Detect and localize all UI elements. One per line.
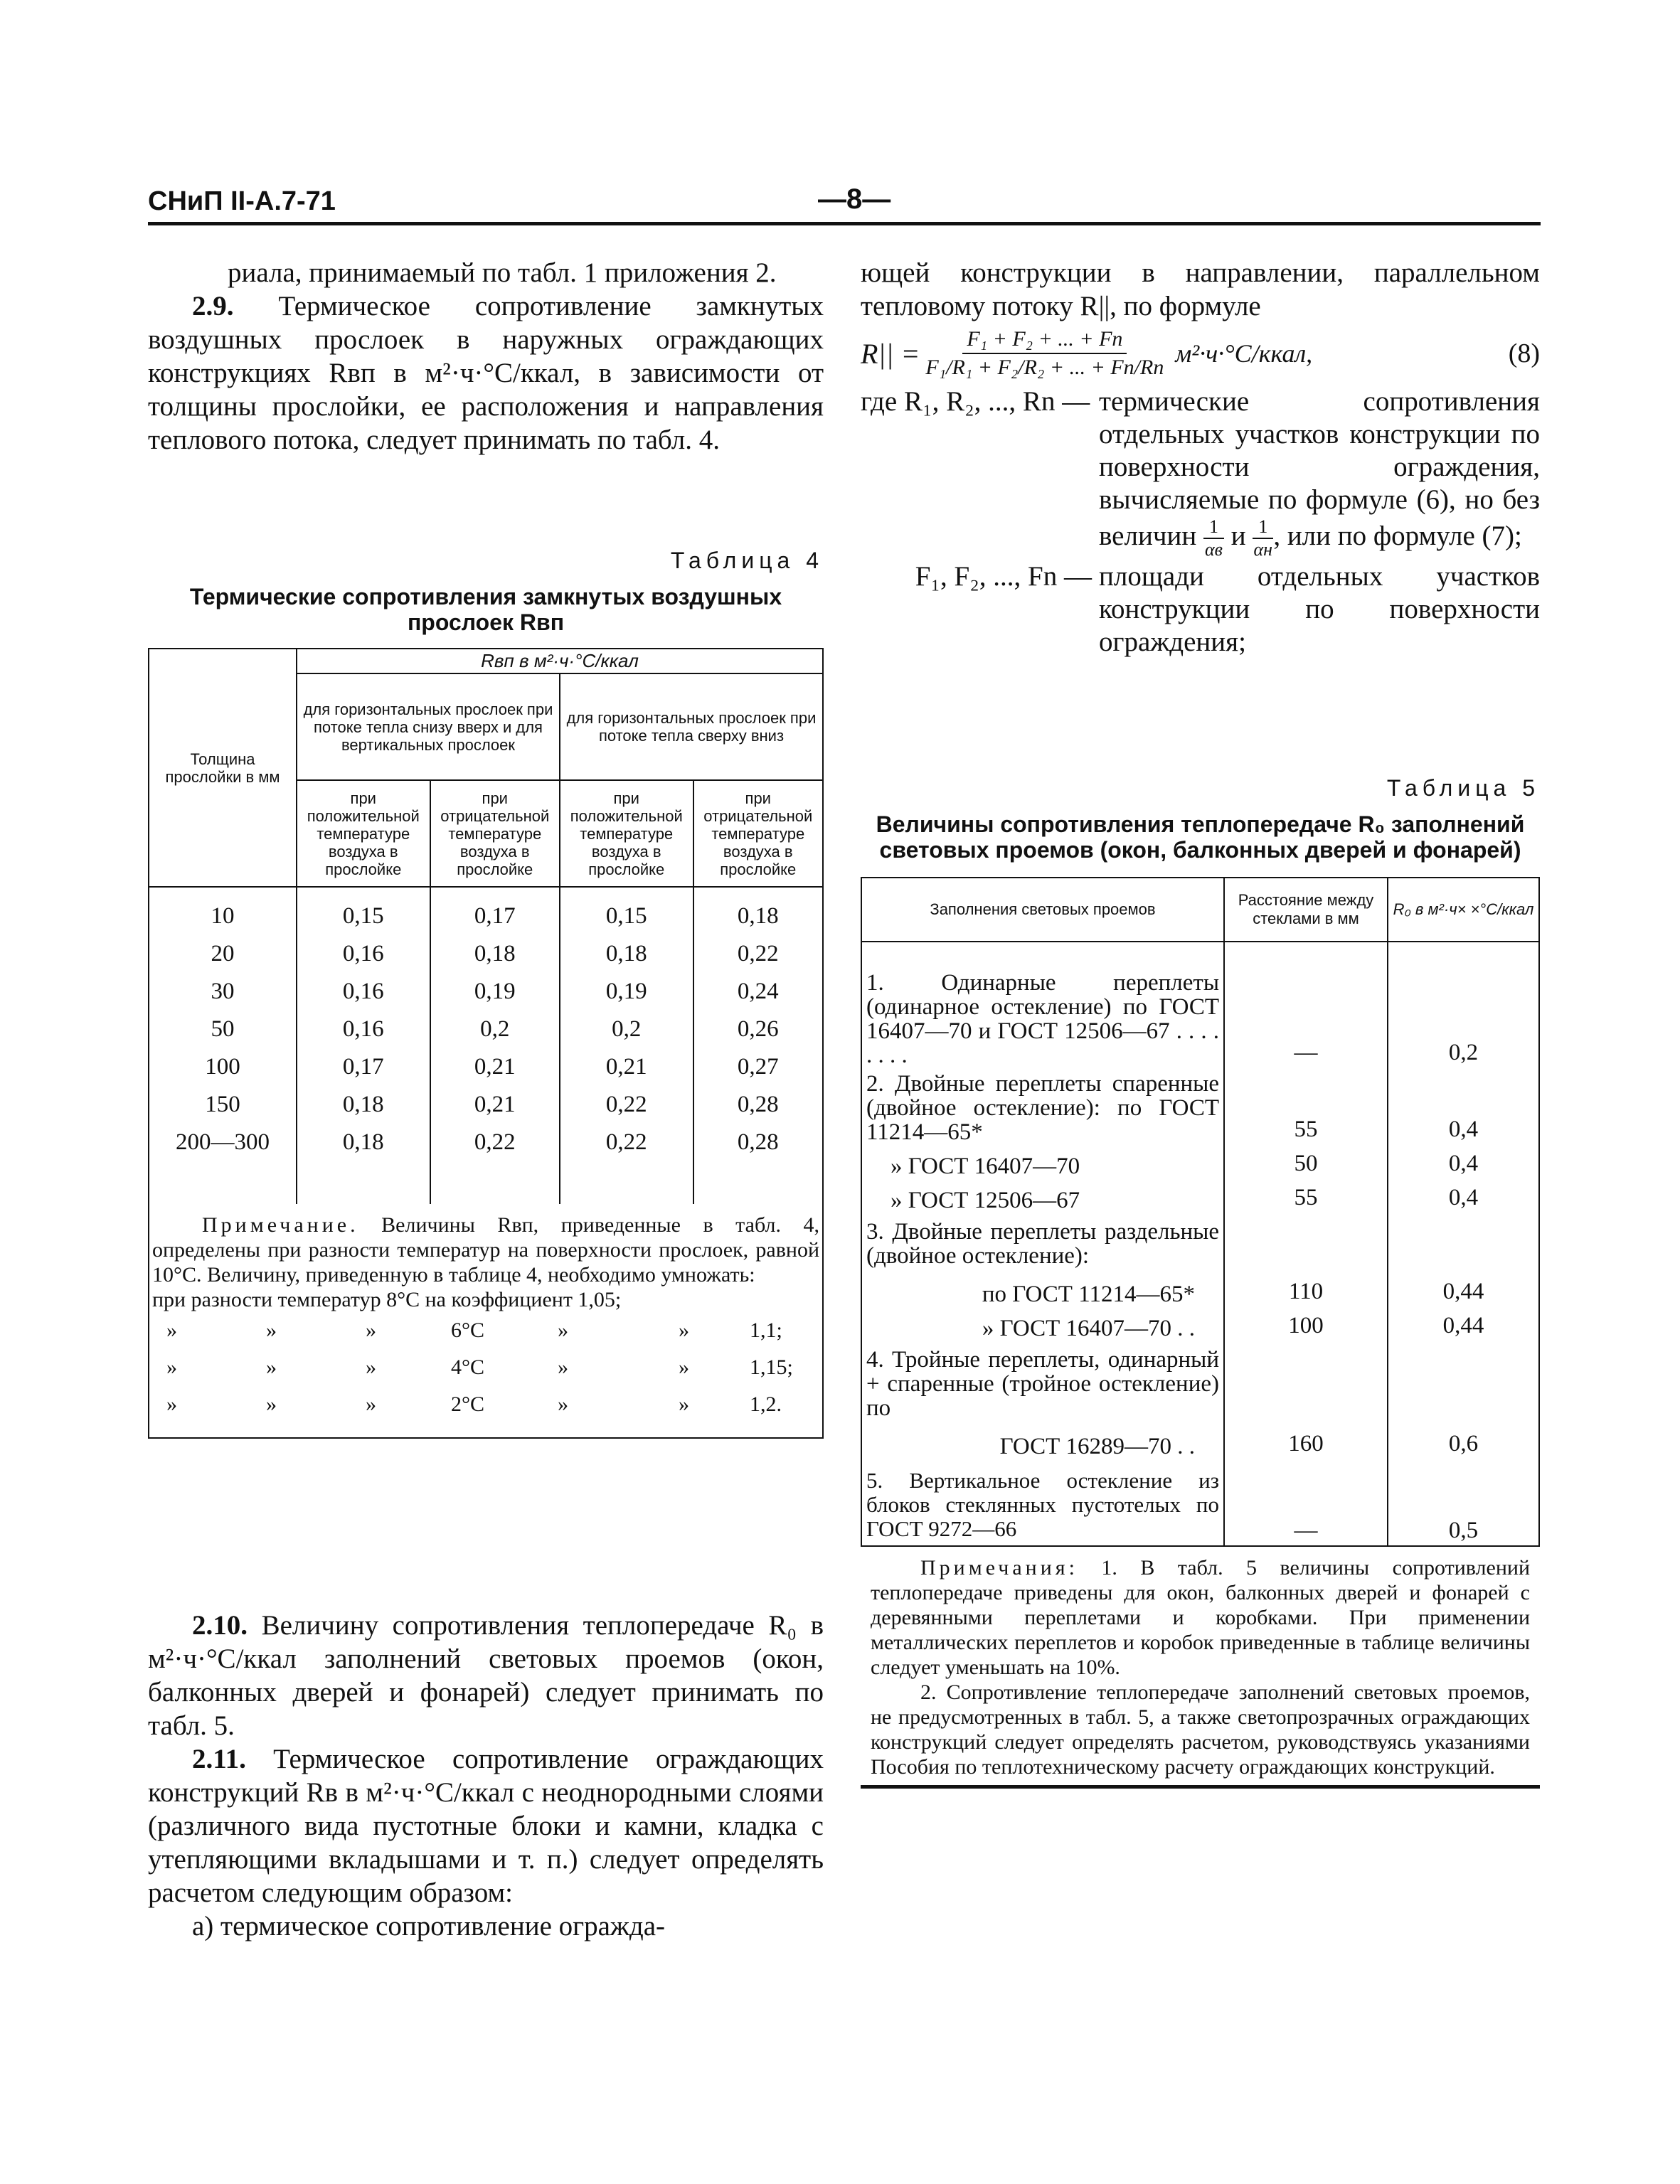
table-cell: 0,28 [693,1124,824,1204]
table-4-title: Термические сопротивления замкнутых воздушных прослоек Rвп [189,584,782,635]
header-rule [148,222,1541,225]
left-column [148,256,824,457]
table-row [149,887,823,935]
table-5-title: Величины сопротивления теплопередаче R₀ заполнений световых проемов (окон, балконных дверей и фонарей) [876,811,1525,863]
table-row [149,973,823,1011]
table-5 [861,877,1540,1545]
table-5-header-distance: Расстояние между стеклами в мм [1224,878,1388,942]
table-5-caption: Таблица 5 [1386,775,1540,801]
table-row [149,935,823,973]
table-row [861,1306,1539,1341]
multiplier-row [152,1386,819,1423]
table-cell: 0,2 [430,1011,560,1048]
table-cell: 0,18 [297,1086,430,1124]
table-row [861,1178,1539,1213]
paragraph-a: а) термическое сопротивление огражда- [192,1911,666,1941]
table-cell: 0,18 [430,935,560,973]
table-cell: 55 [1224,1067,1388,1144]
table-5-block [861,775,1540,1789]
table-cell: 0,4 [1388,1067,1539,1144]
table-cell: 160 [1224,1420,1388,1459]
paragraph-2-11 [148,1742,824,1909]
clause-number: 2.11. [192,1744,246,1774]
ditto-mark: » [558,1319,568,1342]
table-cell: 0,6 [1388,1420,1539,1459]
table-cell: 0,19 [560,973,693,1011]
table-cell: 0,19 [430,973,560,1011]
table-cell: 0,15 [297,887,430,935]
table-4-header-group-1: для горизонтальных прослоек при потоке тепла снизу вверх и для вертикальных прослоек [297,673,560,780]
ditto-mark: » [266,1392,277,1416]
table-cell: » ГОСТ 12506—67 [861,1178,1224,1213]
table-cell: » ГОСТ 16407—70 . . [861,1306,1224,1341]
table-row [861,1144,1539,1178]
table-cell: 0,26 [693,1011,824,1048]
definitions [861,385,1540,659]
table-cell: 0,24 [693,973,824,1011]
table-cell: 5. Вертикальное остекление из блоков стеклянных пустотелых по ГОСТ 9272—66 [861,1459,1224,1545]
ditto-mark: » [558,1355,568,1379]
clause-text: Термическое сопротивление ограждающих конструкций Rв в м²·ч·°С/ккал с неоднородными слоями (различного вида пустотные блоки и камни, кладка с утепляющими вкладышами и т. п.) следует определять расчетом следующим образом: [148,1744,824,1908]
ditto-mark: » [266,1355,277,1379]
ditto-mark: » [366,1319,376,1342]
clause-text: Величину сопротивления теплопередаче R₀ в м²·ч·°С/ккал заполнений световых проемов (окон, балконных дверей и фонарей) следует принимать по табл. 5. [148,1610,824,1741]
table-cell: 0,44 [1388,1268,1539,1306]
temperature: 4°С [451,1355,485,1379]
table-cell: 2. Двойные переплеты спаренные (двойное остекление): по ГОСТ 11214—65* [861,1067,1224,1144]
table-cell: 0,44 [1388,1306,1539,1341]
table-5-header-r0: R₀ в м²·ч× ×°С/ккал [1388,878,1539,942]
definition-tail: , или по формуле (7); [1273,520,1522,551]
formula-denominator: F₁/R₁ + F₂/R₂ + ... + Fn/Rn [925,356,1164,379]
table-cell: 0,27 [693,1048,824,1086]
conjunction: и [1230,520,1246,551]
definition-symbols: где R₁, R₂, ..., Rn — [861,386,1090,417]
table-5-note-1 [871,1555,1530,1680]
paragraph-continued: риала, принимаемый по табл. 1 приложения 2. [228,257,777,288]
formula-number: (8) [1508,339,1540,368]
table-cell [1224,1213,1388,1268]
table-cell: 0,18 [693,887,824,935]
table-4-header-positive: при положительной температуре воздуха в прослойке [560,780,693,887]
table-4-header-negative: при отрицательной температуре воздуха в прослойке [693,780,824,887]
table-cell: 0,16 [297,1011,430,1048]
ditto-mark: » [166,1319,177,1342]
definition-symbols: F₁, F₂, ..., Fn — [915,561,1092,592]
table-4-header-negative: при отрицательной температуре воздуха в прослойке [430,780,560,887]
fraction-numerator: 1 [1203,516,1224,539]
table-row [861,1067,1539,1144]
table-cell: — [1224,942,1388,1067]
clause-number: 2.10. [192,1610,248,1641]
table-row [861,1341,1539,1420]
table-cell: 0,2 [1388,942,1539,1067]
table-cell [1224,1341,1388,1420]
clause-number: 2.9. [192,291,234,321]
table-row [861,942,1539,1067]
table-cell: 0,5 [1388,1459,1539,1545]
paragraph-2-10 [148,1609,824,1742]
ditto-mark: » [366,1355,376,1379]
table-cell: 0,4 [1388,1178,1539,1213]
table-5-note-2: 2. Сопротивление теплопередаче заполнений световых проемов, не предусмотренных в табл. 5, а также светопрозрачных ограждающих конструкций следует определять расчетом, руководствуясь указаниями Пособия по теплотехническому расчету ограждающих конструкций. [871,1680,1530,1779]
table-row [149,1124,823,1204]
ditto-mark: » [366,1392,376,1416]
coefficient: 1,2. [750,1392,782,1416]
table-4-header-thickness: Толщина прослойки в мм [149,649,297,887]
ditto-mark: » [558,1392,568,1416]
table-5-header-fill: Заполнения световых проемов [861,878,1224,942]
table-row [861,1420,1539,1459]
multiplier-row [152,1312,819,1349]
table-4-note [152,1213,819,1287]
table-cell: 100 [149,1048,297,1086]
ditto-mark: » [166,1392,177,1416]
fraction-alpha-n [1253,516,1273,560]
fraction-alpha-v [1203,516,1224,560]
note-text: 1. В табл. 5 величины сопротивлений теплопередаче приведены для окон, балконных дверей и фонарей с деревянными переплетами и коробками. При применении металлических переплетов и коробок приведенные в таблице величины следует уменьшать на 10%. [871,1556,1531,1679]
table-cell [1388,1213,1539,1268]
formula-units: м²·ч·°С/ккал, [1175,339,1313,368]
formula-numerator: F₁ + F₂ + ... + Fn [962,326,1127,354]
note-label: Примечание. [202,1213,359,1237]
clause-text: Термическое сопротивление замкнутых воздушных прослоек в наружных ограждающих конструкциях Rвп в м²·ч·°С/ккал, в зависимости от толщины прослойки, ее расположения и направления теплового потока, следует принимать по табл. 4. [148,291,824,455]
table-4 [148,648,824,1204]
table-5-notes [861,1545,1540,1789]
table-cell: 200—300 [149,1124,297,1204]
ditto-mark: » [679,1392,689,1416]
fraction-denominator: αв [1204,539,1223,560]
document-code: СНиП II-А.7-71 [148,186,336,216]
fraction-numerator: 1 [1253,516,1273,539]
table-cell: 20 [149,935,297,973]
table-cell: 0,22 [693,935,824,973]
ditto-mark: » [266,1319,277,1342]
multiplier-row [152,1349,819,1386]
table-row [149,1011,823,1048]
table-cell: 50 [1224,1144,1388,1178]
table-4-caption: Таблица 4 [670,548,824,573]
table-4-header-group-2: для горизонтальных прослоек при потоке тепла сверху вниз [560,673,823,780]
formula-fraction [925,326,1164,381]
table-cell: 0,16 [297,935,430,973]
definition-body: термические сопротивления отдельных участков конструкции по поверхности ограждения, вычисляемые по формуле (6), но без величин [1099,386,1540,551]
coefficient: 1,15; [750,1355,793,1379]
table-cell: 1. Одинарные переплеты (одинарное остекление) по ГОСТ 16407—70 и ГОСТ 12506—67 . . . . . . . . [861,942,1224,1067]
table-row [861,1459,1539,1545]
right-column [861,256,1540,659]
ditto-mark: » [166,1355,177,1379]
formula-lhs: R|| = [861,337,920,370]
table-cell: 0,16 [297,973,430,1011]
table-cell: 0,4 [1388,1144,1539,1178]
fraction-denominator: αн [1253,539,1273,560]
table-cell: 0,21 [430,1086,560,1124]
table-cell: 0,28 [693,1086,824,1124]
table-cell: 50 [149,1011,297,1048]
temperature: 6°С [451,1319,485,1342]
table-4-header-top: Rвп в м²·ч·°С/ккал [297,649,823,673]
ditto-mark: » [679,1319,689,1342]
table-cell: 10 [149,887,297,935]
note-text: Величины Rвп, приведенные в табл. 4, определены при разности температур на поверхности прослоек, равной 10°С. Величину, приведенную в таблице 4, необходимо умножать: [152,1213,820,1287]
table-row [861,1268,1539,1306]
table-cell: 0,2 [560,1011,693,1048]
table-4-header-positive: при положительной температуре воздуха в прослойке [297,780,430,887]
page-number: —8— [818,183,891,215]
table-cell: 3. Двойные переплеты раздельные (двойное остекление): [861,1213,1224,1268]
table-cell: » ГОСТ 16407—70 [861,1144,1224,1178]
table-cell: по ГОСТ 11214—65* [861,1268,1224,1306]
table-cell: 0,18 [297,1124,430,1204]
table-cell [1388,1341,1539,1420]
table-cell: 0,22 [560,1124,693,1204]
table-cell: 0,17 [297,1048,430,1086]
table-cell: 0,22 [430,1124,560,1204]
table-cell: 0,15 [560,887,693,935]
table-cell: 0,21 [430,1048,560,1086]
table-cell: 0,18 [560,935,693,973]
table-cell: 0,22 [560,1086,693,1124]
table-row [149,1048,823,1086]
left-column-lower [148,1609,824,1943]
ditto-mark: » [679,1355,689,1379]
notes-label: Примечания: [920,1556,1078,1580]
table-cell: 150 [149,1086,297,1124]
table-cell: 30 [149,973,297,1011]
table-cell: 55 [1224,1178,1388,1213]
formula-8 [861,326,1540,381]
table-cell: 100 [1224,1306,1388,1341]
table-cell: 0,21 [560,1048,693,1086]
table-cell: — [1224,1459,1388,1545]
definition-text: площади отдельных участков конструкции по поверхности ограждения; [1099,561,1540,657]
coefficient: 1,1; [750,1319,782,1342]
note-line: при разности температур 8°С на коэффициент 1,05; [152,1288,622,1311]
definition-text [1099,385,1540,560]
table-row [861,1213,1539,1268]
table-cell: 110 [1224,1268,1388,1306]
table-4-note-box [148,1204,824,1439]
table-4-block [148,548,824,1439]
temperature: 2°С [451,1392,485,1416]
paragraph-continued: ющей конструкции в направлении, параллельном тепловому потоку R||, по формуле [861,257,1540,321]
table-cell: 0,17 [430,887,560,935]
table-cell: 4. Тройные переплеты, одинарный + спаренные (тройное остекление) по [861,1341,1224,1420]
table-cell: ГОСТ 16289—70 . . [861,1420,1224,1459]
table-row [149,1086,823,1124]
paragraph-2-9 [148,289,824,457]
